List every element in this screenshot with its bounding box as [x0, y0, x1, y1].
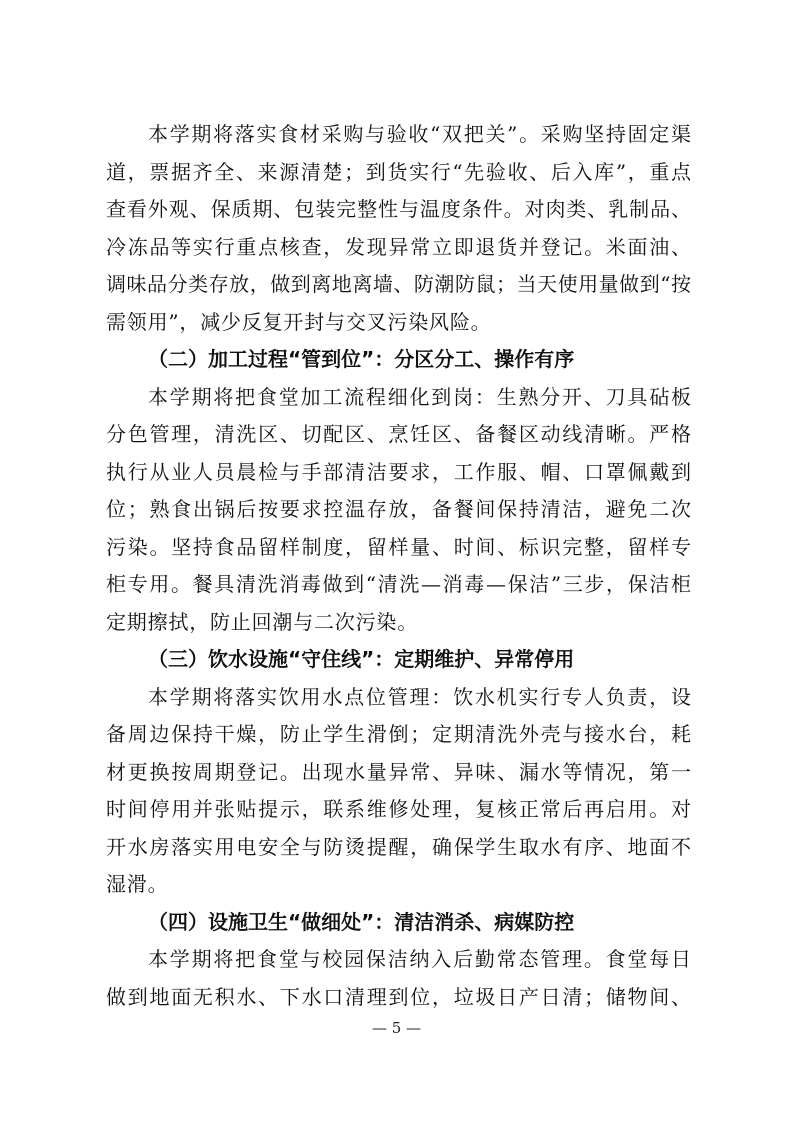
paragraph-line: 执行从业人员晨检与手部清洁要求，工作服、帽、口罩佩戴到	[106, 459, 691, 484]
section-heading: （二）加工过程“管到位”：分区分工、操作有序	[148, 347, 575, 371]
paragraph-line: 本学期将落实食材采购与验收“双把关”。采购坚持固定渠	[148, 122, 691, 146]
paragraph-line: 调味品分类存放，做到离地离墙、防潮防鼠；当天使用量做到“按	[106, 272, 691, 296]
paragraph-line: 本学期将落实饮用水点位管理：饮水机实行专人负责，设	[148, 684, 691, 709]
paragraph-line: 查看外观、保质期、包装完整性与温度条件。对肉类、乳制品、	[106, 197, 691, 221]
paragraph-line: 分色管理，清洗区、切配区、烹饪区、备餐区动线清晰。严格	[106, 422, 691, 446]
paragraph-line: 湿滑。	[106, 872, 169, 896]
paragraph-line: 冷冻品等实行重点核查，发现异常立即退货并登记。米面油、	[106, 234, 691, 259]
document-body	[106, 116, 691, 1016]
paragraph	[106, 941, 691, 1016]
paragraph-line: 位；熟食出锅后按要求控温存放，备餐间保持清洁，避免二次	[106, 497, 691, 521]
paragraph	[106, 116, 691, 341]
paragraph	[106, 679, 691, 904]
paragraph-line: 需领用”，减少反复开封与交叉污染风险。	[106, 309, 492, 334]
paragraph	[106, 379, 691, 642]
paragraph-line: 时间停用并张贴提示，联系维修处理，复核正常后再启用。对	[106, 797, 691, 821]
paragraph-line: 开水房落实用电安全与防烫提醒，确保学生取水有序、地面不	[106, 834, 691, 859]
paragraph-line: 做到地面无积水、下水口清理到位，垃圾日产日清；储物间、	[106, 984, 691, 1009]
paragraph-line: 本学期将把食堂加工流程细化到岗：生熟分开、刀具砧板	[148, 384, 691, 409]
paragraph-line: 道，票据齐全、来源清楚；到货实行“先验收、后入库”，重点	[106, 159, 691, 184]
paragraph-line: 柜专用。餐具清洗消毒做到“清洗—消毒—保洁”三步，保洁柜	[106, 572, 691, 596]
paragraph-line: 污染。坚持食品留样制度，留样量、时间、标识完整，留样专	[106, 534, 691, 559]
paragraph-line: 材更换按周期登记。出现水量异常、异味、漏水等情况，第一	[106, 759, 691, 784]
paragraph-line: 备周边保持干燥，防止学生滑倒；定期清洗外壳与接水台，耗	[106, 722, 691, 746]
section-heading: （四）设施卫生“做细处”：清洁消杀、病媒防控	[148, 909, 575, 934]
page-number: — 5 —	[371, 1019, 422, 1037]
paragraph-line: 定期擦拭，防止回潮与二次污染。	[106, 609, 418, 634]
section-heading: （三）饮水设施“守住线”：定期维护、异常停用	[148, 647, 575, 671]
paragraph-line: 本学期将把食堂与校园保洁纳入后勤常态管理。食堂每日	[148, 947, 691, 971]
